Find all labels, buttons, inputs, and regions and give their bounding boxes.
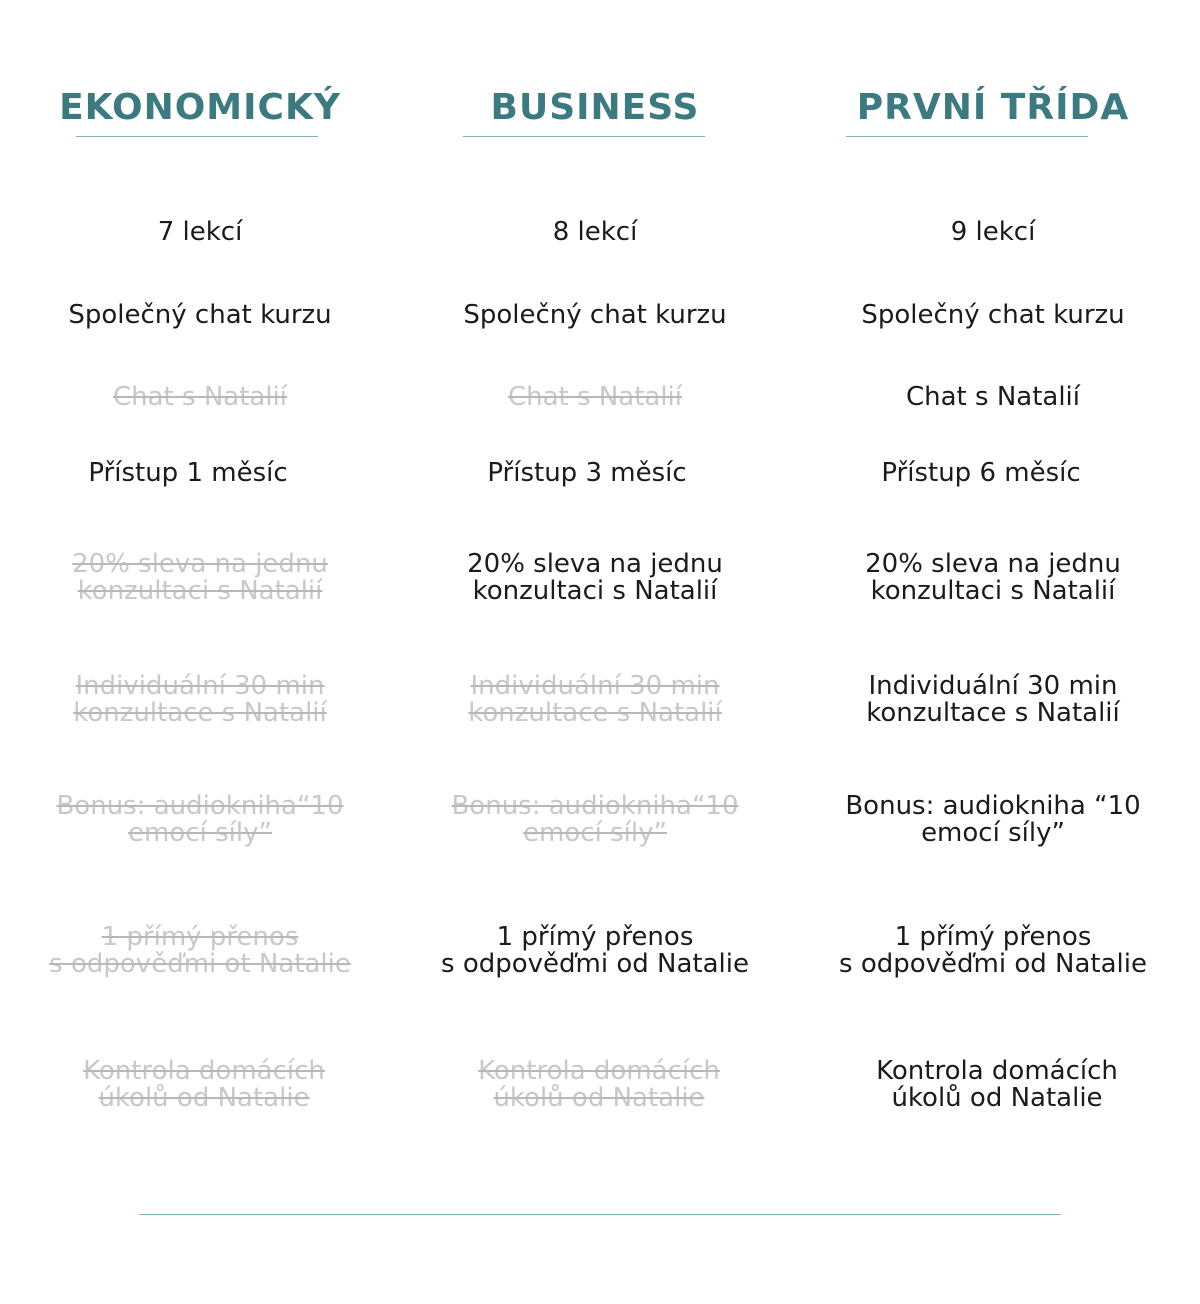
- feature-homework-check: Kontrola domácích úkolů od Natalie: [876, 1056, 1118, 1113]
- feature-live-stream: 1 přímý přenos s odpověďmi od Natalie: [839, 922, 1147, 979]
- feature-consultation: Individuální 30 min konzultace s Natalií: [468, 671, 722, 728]
- feature-homework-check: Kontrola domácích úkolů od Natalie: [478, 1056, 720, 1113]
- feature-bonus-audiobook: Bonus: audiokniha“10 emocí síly”: [56, 791, 344, 848]
- plan-title: EKONOMICKÝ: [59, 87, 341, 128]
- title-underline: [846, 136, 1088, 137]
- feature-discount: 20% sleva na jednu konzultaci s Natalií: [865, 549, 1121, 606]
- feature-homework-check: Kontrola domácích úkolů od Natalie: [83, 1056, 325, 1113]
- feature-consultation: Individuální 30 min konzultace s Natalií: [866, 671, 1120, 728]
- feature-group-chat: Společný chat kurzu: [68, 300, 332, 330]
- feature-lessons: 9 lekcí: [950, 217, 1036, 247]
- feature-live-stream: 1 přímý přenos s odpověďmi ot Natalie: [49, 922, 351, 979]
- feature-lessons: 7 lekcí: [157, 217, 243, 247]
- plan-title: BUSINESS: [490, 87, 700, 128]
- bottom-divider: [139, 1214, 1061, 1215]
- feature-discount: 20% sleva na jednu konzultaci s Natalií: [467, 549, 723, 606]
- feature-chat-natalie: Chat s Natalií: [507, 382, 682, 412]
- feature-group-chat: Společný chat kurzu: [861, 300, 1125, 330]
- feature-access: Přístup 3 měsíc: [487, 458, 687, 488]
- feature-access: Přístup 1 měsíc: [88, 458, 288, 488]
- feature-lessons: 8 lekcí: [552, 217, 638, 247]
- feature-live-stream: 1 přímý přenos s odpověďmi od Natalie: [441, 922, 749, 979]
- title-underline: [76, 136, 318, 137]
- plan-title: PRVNÍ TŘÍDA: [856, 87, 1130, 128]
- feature-bonus-audiobook: Bonus: audiokniha“10 emocí síly”: [451, 791, 739, 848]
- title-underline: [463, 136, 705, 137]
- feature-access: Přístup 6 měsíc: [881, 458, 1081, 488]
- plan-column-ekonomicky: [0, 0, 400, 1200]
- plan-column-prvni-trida: [793, 0, 1193, 1200]
- feature-group-chat: Společný chat kurzu: [463, 300, 727, 330]
- feature-bonus-audiobook: Bonus: audiokniha “10 emocí síly”: [845, 791, 1141, 848]
- feature-discount: 20% sleva na jednu konzultaci s Natalií: [72, 549, 328, 606]
- plan-column-business: [395, 0, 795, 1200]
- feature-consultation: Individuální 30 min konzultace s Natalií: [73, 671, 327, 728]
- feature-chat-natalie: Chat s Natalií: [112, 382, 287, 412]
- feature-chat-natalie: Chat s Natalií: [905, 382, 1080, 412]
